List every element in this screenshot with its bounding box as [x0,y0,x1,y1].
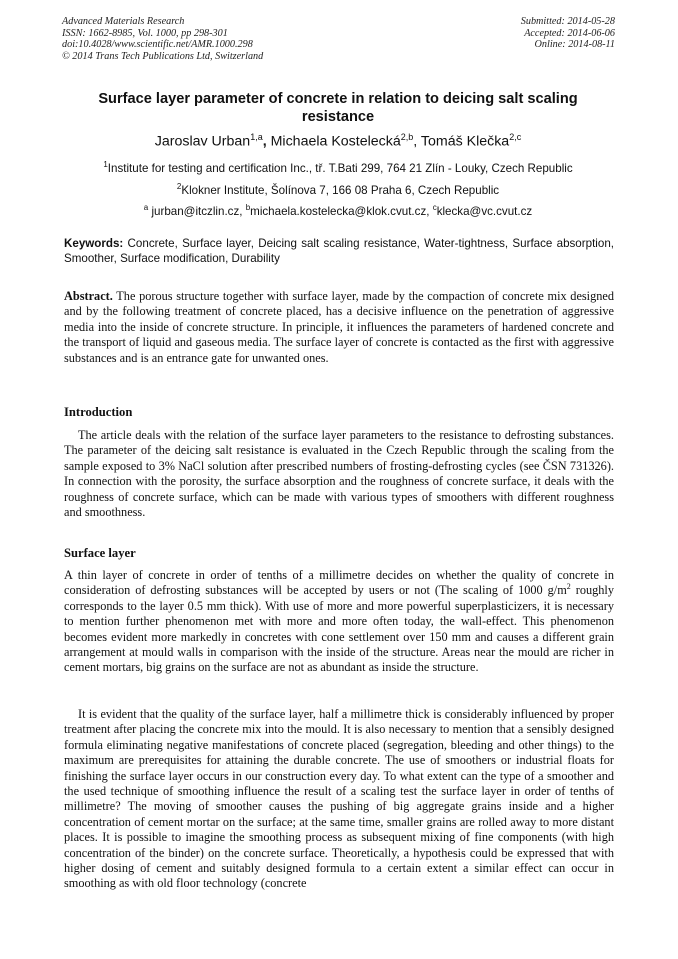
author-name: Tomáš Klečka [420,133,510,150]
author-name: Jaroslav Urban [154,133,251,150]
surface-layer-paragraph-1: A thin layer of concrete in order of tenths of a millimetre decides on whether the quality of concrete in consideration of defrosting substances will be accepted by users or not (The scaling of 1000 $g/m^2$ roughly corresponds to the layer 0.5 mm thick). With use of more and more powerful superplasticizers, it is necessary to mention further phenomenon met with more and more often today, the wall-effect. This phenomenon becomes evident more markedly in concretes with cone settlement over 150 mm and causes a different grain arrangement at mould walls in comparison with the inside of the structure. Areas near the mould are richer in cement mortars, big grains on the surface are not as abundant as inside the structure. [64,568,614,675]
journal-info [62,16,263,62]
author-list: Jaroslav Urban$^{1,a}$, Michaela Kostelecká$^{2,b}$, Tomáš Klečka$^{2,c}$ [154,132,522,150]
submission-dates [521,16,615,51]
author-affiliation-mark: 2,c [509,132,522,142]
email-link[interactable]: klecka@vc.cvut.cz [436,204,533,218]
section-heading-introduction: Introduction [64,405,133,419]
section-heading-surface-layer: Surface layer [64,546,136,560]
journal-name: Advanced Materials Research [62,16,185,27]
keywords [64,236,614,266]
keywords-text: Concrete, Surface layer, Deicing salt scaling resistance, Water-tightness, Surface absorption, Smoother, Surface modification, Durability [64,237,614,265]
submitted-date: Submitted: 2014-05-28 [520,16,615,27]
author-affiliation-mark: 2,b [400,132,414,142]
email-link[interactable]: jurban@itczlin.cz, [151,204,246,218]
email-link[interactable]: michaela.kostelecka@klok.cvut.cz, [250,204,433,218]
paper-title: Surface layer parameter of concrete in relation to deicing salt scaling resistance [98,91,578,125]
copyright-line: © 2014 Trans Tech Publications Ltd, Switzerland [62,50,264,62]
online-date: Online: 2014-08-11 [534,39,615,51]
email-list: $^a$ jurban@itczlin.cz, $^b$michaela.kostelecka@klok.cvut.cz, $^c$klecka@vc.cvut.cz [143,203,533,218]
abstract-label: Abstract. [64,289,113,303]
surface-layer-paragraph-2: It is evident that the quality of the surface layer, half a millimetre thick is considerably influenced by proper treatment after placing the concrete mix into the mould. It is also necessary to mention that a sensibly designed formula eliminating negative manifestations of concrete placed (segregation, bleeding and other things) to the maximum are prerequisites for attaining the durable concrete. The use of smoothers or industrial floats for finishing the surface layer occurs in our construction every day. To what extent can the type of a smoother and the used technique of smoothing influence the result of a scaling test the surface layer in order of tenths of millimetre? The moving of smoother causes the pushing of big aggregate grains inside and a higher concentration of cement mortar on the surface; at the same time, smaller grains are rolled away to more distant places. It is possible to imagine the smoothing process as subsequent mixing of fine components (with high concentration of the binder) on the concrete surface. Theoretically, a hypothesis could be expressed that with higher dosing of cement and suitably designed formula to a certain extent a similar effect can occur in smoothing as with old floor technology (concrete [64,707,614,891]
introduction-paragraph: The article deals with the relation of the surface layer parameters to the resistance to defrosting substances. The parameter of the deicing salt resistance is evaluated in the Czech Republic through the scaling from the sample exposed to 3% NaCl solution after prescribed numbers of frosting-defrosting cycles (see ČSN 731326). In connection with the porosity, the surface absorption and the roughness of concrete surface, it deals with the roughness of concrete surface, which can be made with various types of smoothers with different roughness and smoothness. [64,428,614,520]
abstract-text: The porous structure together with surface layer, made by the compaction of concrete mix designed and by the following treatment of concrete placed, has a decisive influence on the penetration of aggressive media into the inside of concrete structure. In principle, it influences the parameters of hardened concrete and the transport of liquid and gaseous media. The surface layer of concrete is contacted as the first with aggressive substances and is an entrance gate for unwanted ones. [64,289,615,365]
affiliation-2: $^2$Klokner Institute, Šolínova 7, 166 08 Praha 6, Czech Republic [176,182,500,197]
accepted-date: Accepted: 2014-06-06 [524,27,615,39]
issn-line: ISSN: 1662-8985, Vol. 1000, pp 298-301 [62,27,228,39]
author-affiliation-mark: 1,a [250,132,263,142]
keywords-label: Keywords: [64,237,124,250]
author-name: Michaela Kostelecká [270,133,401,150]
affiliation-1: $^1$Institute for testing and certification Inc., tř. T.Bati 299, 764 21 Zlín - Louky, Czech Republic [103,160,573,175]
abstract [64,289,614,366]
doi-line: doi:10.4028/www.scientific.net/AMR.1000.298 [62,39,253,51]
